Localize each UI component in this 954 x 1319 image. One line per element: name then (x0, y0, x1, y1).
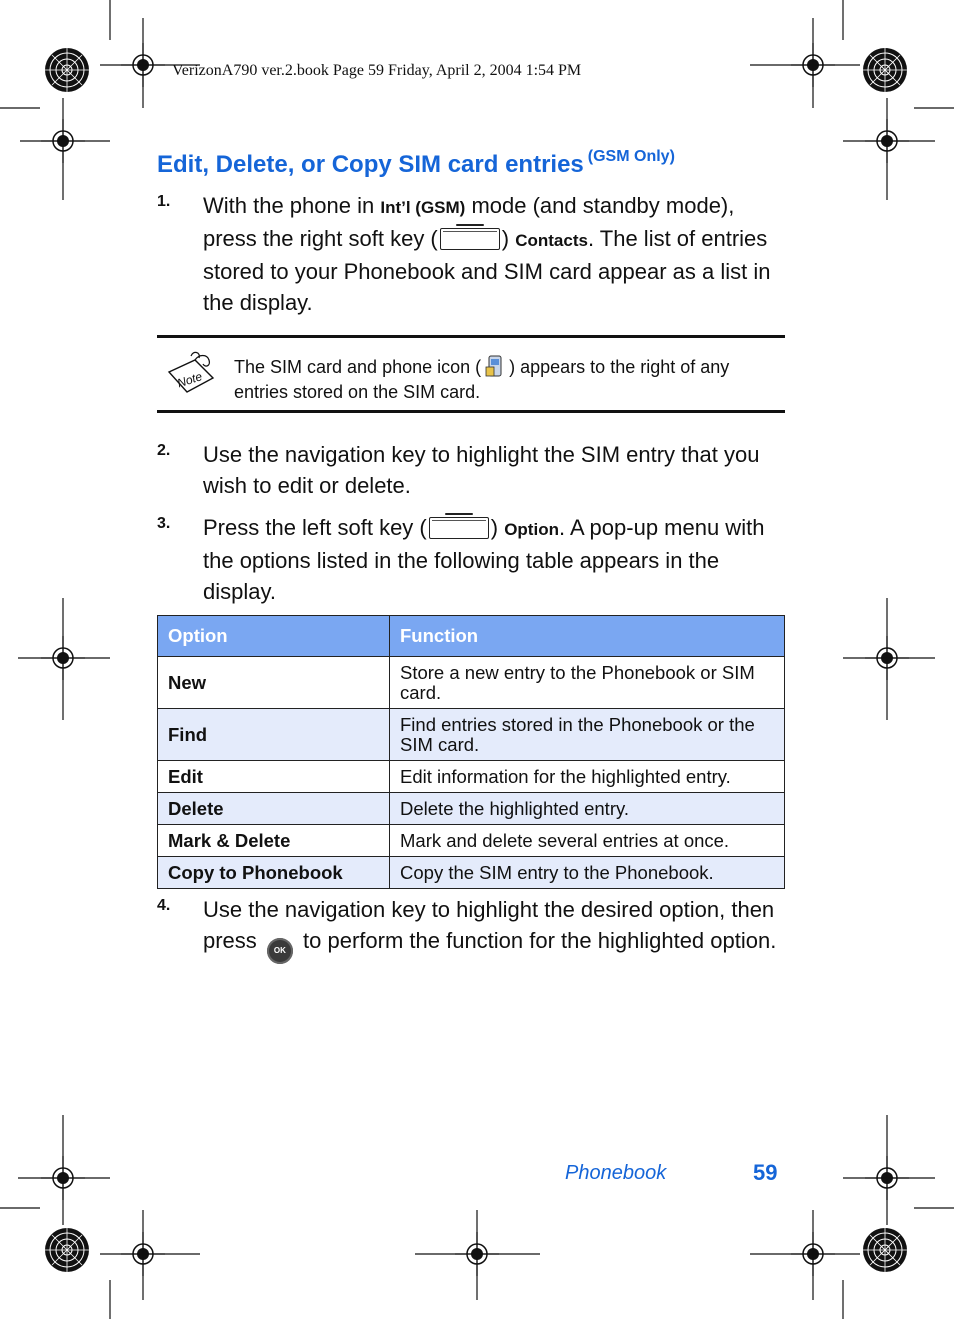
option-cell: Copy to Phonebook (158, 857, 390, 889)
step-number: 2. (157, 442, 171, 459)
right-soft-key-icon (440, 228, 500, 250)
step-text (203, 190, 787, 318)
note-icon-label: Note (175, 369, 204, 391)
column-header-function: Function (390, 616, 785, 657)
table-row (158, 857, 785, 889)
option-cell: Mark & Delete (158, 825, 390, 857)
ok-key-icon: OK (267, 938, 293, 964)
section-title (157, 150, 675, 179)
footer-section-name: Phonebook (565, 1162, 667, 1184)
function-cell: Store a new entry to the Phonebook or SIM card. (390, 657, 785, 709)
note-text-part: The SIM card and phone icon ( (234, 357, 482, 377)
step-text-part: Use the navigation key to highlight the desired option, then press (203, 897, 775, 953)
function-cell: Copy the SIM entry to the Phonebook. (390, 857, 785, 889)
softkey-label-contacts: Contacts (515, 231, 588, 250)
step-text-part: . The list of entries stored to your Phonebook and SIM card appear as a list in the display. (203, 226, 771, 315)
step-text-part: . A pop-up menu with the options listed in the following table appears in the display. (203, 515, 765, 604)
step-text-part: With the phone in (203, 193, 381, 218)
table-header-row (158, 616, 785, 657)
section-title-suffix: (GSM Only) (587, 148, 675, 165)
option-cell: Delete (158, 793, 390, 825)
note-box (157, 335, 785, 413)
softkey-label-option: Option (504, 520, 559, 539)
option-cell: Find (158, 709, 390, 761)
note-text-part: ) appears to the right of any entries stored on the SIM card. (234, 357, 730, 402)
mode-name: Int’l (GSM) (380, 198, 466, 217)
table-row (158, 657, 785, 709)
step-2 (157, 439, 787, 501)
left-soft-key-icon (429, 517, 489, 539)
step-number: 4. (157, 897, 171, 914)
registration-mark-icon (863, 1228, 907, 1272)
step-text-part: Press the left soft key ( (203, 515, 427, 540)
option-cell: Edit (158, 761, 390, 793)
step-1 (157, 190, 787, 318)
page-number: 59 (753, 1160, 778, 1185)
step-number: 1. (157, 193, 171, 210)
table-row (158, 793, 785, 825)
section-title-text: Edit, Delete, or Copy SIM card entries (157, 151, 584, 178)
table-row (158, 761, 785, 793)
options-table (157, 615, 785, 889)
step-text-part: mode (and standby mode), press the right soft key ( (203, 193, 735, 251)
registration-mark-icon (45, 1228, 89, 1272)
print-header: VerizonA790 ver.2.book Page 59 Friday, April 2, 2004 1:54 PM (172, 62, 582, 79)
function-cell: Mark and delete several entries at once. (390, 825, 785, 857)
option-cell: New (158, 657, 390, 709)
step-3 (157, 512, 787, 607)
step-text (203, 512, 787, 607)
step-text (203, 894, 787, 964)
table-row (158, 709, 785, 761)
step-text-part: ) (490, 515, 505, 540)
step-text-part: ) (501, 226, 516, 251)
table-row (158, 825, 785, 857)
step-number: 3. (157, 515, 171, 532)
registration-mark-icon (863, 48, 907, 92)
registration-mark-icon (45, 48, 89, 92)
function-cell: Delete the highlighted entry. (390, 793, 785, 825)
step-text: Use the navigation key to highlight the SIM entry that you wish to edit or delete. (203, 442, 760, 498)
column-header-option: Option (158, 616, 390, 657)
function-cell: Edit information for the highlighted entry. (390, 761, 785, 793)
note-text (234, 355, 779, 405)
step-4 (157, 894, 787, 964)
sim-phone-icon (485, 355, 505, 377)
note-icon (163, 350, 217, 396)
function-cell: Find entries stored in the Phonebook or the SIM card. (390, 709, 785, 761)
step-text-part: to perform the function for the highlighted option. (296, 928, 777, 953)
